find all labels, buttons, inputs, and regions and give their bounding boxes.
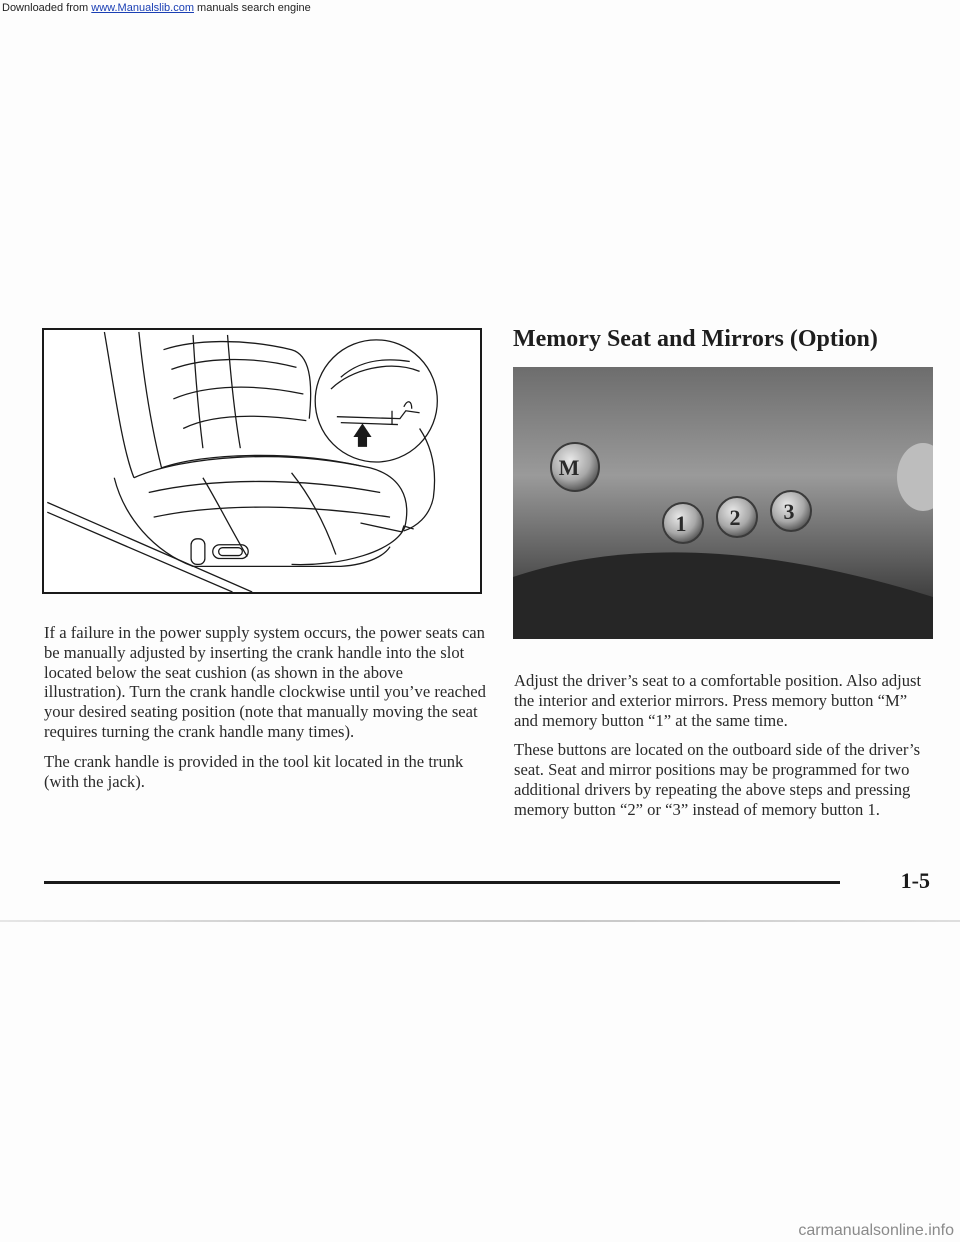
memory-button-2-label: 2: [729, 505, 741, 530]
memory-button-1-label: 1: [675, 511, 687, 536]
memory-button-m-label: M: [558, 455, 580, 480]
memory-location-paragraph: These buttons are located on the outboard side of the driver’s seat. Seat and mirror positions may be programmed for two additional drivers by repeating the above steps and pressing memory button “2” or “3” instead of memory button 1.: [514, 740, 921, 819]
page-number: 1-5: [900, 868, 930, 893]
tool-kit-paragraph: The crank handle is provided in the tool kit located in the trunk (with the jack).: [44, 751, 464, 791]
download-banner-suffix: manuals search engine: [193, 2, 311, 14]
left-column: [44, 623, 486, 801]
right-column: [514, 671, 934, 830]
section-heading: Memory Seat and Mirrors (Option): [513, 326, 878, 352]
memory-button-3-label: 3: [783, 499, 795, 524]
download-banner: [0, 0, 960, 16]
download-banner-prefix: Downloaded from: [2, 2, 92, 14]
seat-crank-illustration: [42, 328, 482, 594]
scan-divider: [0, 920, 960, 922]
memory-buttons-photo: [513, 367, 933, 639]
memory-setup-paragraph: Adjust the driver’s seat to a comfortable position. Also adjust the interior and exterior mirrors. Press memory button “M” and memory button “1” at the same time.: [514, 671, 922, 730]
watermark: carmanualsonline.info: [798, 1222, 954, 1239]
manualslib-link[interactable]: www.Manualslib.com: [91, 2, 194, 14]
footer-rule: [44, 881, 840, 884]
crank-paragraph: If a failure in the power supply system occurs, the power seats can be manually adjusted by inserting the crank handle into the slot located below the seat cushion (as shown in the above illustration). Turn the crank handle clockwise until you’ve reached your desired seating position (note that manually moving the seat requires turning the crank handle many times).: [44, 623, 486, 741]
